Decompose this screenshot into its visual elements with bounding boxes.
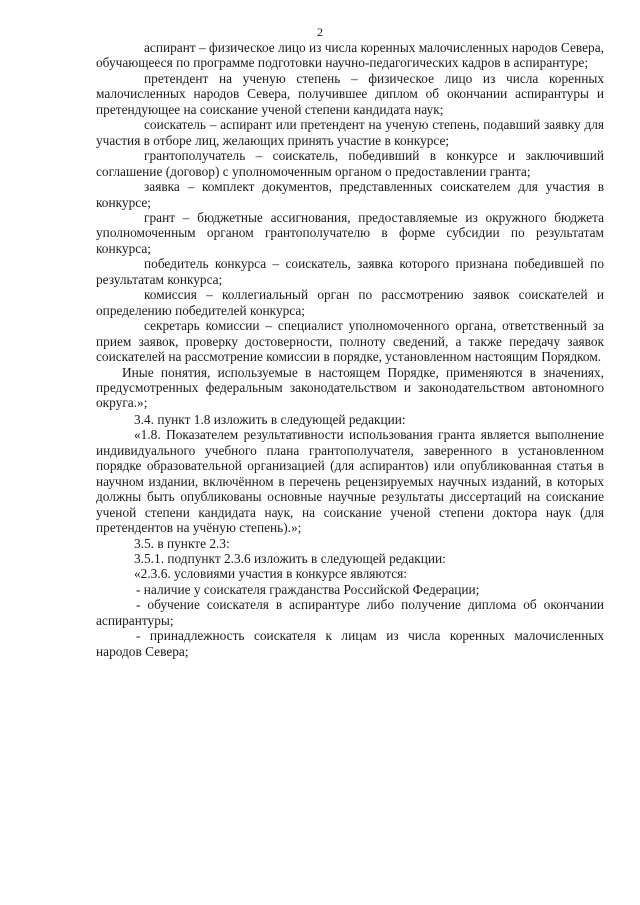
item-3-5: 3.5. в пункте 2.3:: [134, 535, 230, 551]
item-3-4: 3.4. пункт 1.8 изложить в следующей редакции:: [134, 411, 406, 427]
condition-indigenous-origin: - принадлежность соискателя к лицам из числа коренных малочисленных народов Севера;: [96, 628, 604, 659]
definition-aspirant: аспирант – физическое лицо из числа коренных малочисленных народов Севера, обучающееся по программе подготовки научно-педагогических кадров в аспирантуре;: [96, 40, 604, 71]
page-number: 2: [317, 25, 323, 39]
definition-applicant: соискатель – аспирант или претендент на ученую степень, подавший заявку для участия в отборе лиц, желающих принять участие в конкурсе;: [96, 117, 604, 148]
definition-commission-secretary: секретарь комиссии – специалист уполномоченного органа, ответственный за прием заявок, проверку достоверности, полноту сведений, а также передачу заявок соискателей на рассмотрение комиссии в порядке, установленном настоящим Порядком.: [96, 318, 604, 365]
document-body: [96, 40, 604, 659]
other-concepts-paragraph: Иные понятия, используемые в настоящем Порядке, применяются в значениях, предусмотренных федеральным законодательством и законодательством автономного округа.»;: [96, 364, 604, 411]
item-1-8-text: «1.8. Показателем результативности использования гранта является выполнение индивидуального учебного плана грантополучателя, заверенного в установленном порядке образовательной организацией (для аспирантов) или опубликованная статья в научном издании, включённом в перечень рецензируемых научных изданий, в которых должны быть опубликованы основные научные результаты диссертаций на соискание ученой степени кандидата наук, на соискание ученой степени доктора наук (для претендентов на учёную степень).»;: [96, 427, 604, 536]
definition-commission: комиссия – коллегиальный орган по рассмотрению заявок соискателей и определению победителей конкурса;: [96, 287, 604, 318]
item-2-3-6-intro: «2.3.6. условиями участия в конкурсе являются:: [134, 566, 407, 582]
definition-contest-winner: победитель конкурса – соискатель, заявка которого признана победившей по результатам конкурса;: [96, 256, 604, 287]
condition-education: - обучение соискателя в аспирантуре либо получение диплома об окончании аспирантуры;: [96, 597, 604, 628]
condition-citizenship: - наличие у соискателя гражданства Российской Федерации;: [136, 581, 480, 597]
definition-degree-applicant: претендент на ученую степень – физическое лицо из числа коренных малочисленных народов Севера, получившее диплом об окончании аспирантуры и претендующее на соискание ученой степени кандидата наук;: [96, 70, 604, 117]
definition-grant-recipient: грантополучатель – соискатель, победивший в конкурсе и заключивший соглашение (договор) с уполномоченным органом о предоставлении гранта;: [96, 148, 604, 179]
definition-application: заявка – комплект документов, представленных соискателем для участия в конкурсе;: [96, 179, 604, 210]
item-3-5-1: 3.5.1. подпункт 2.3.6 изложить в следующей редакции:: [134, 550, 446, 566]
definition-grant: грант – бюджетные ассигнования, предоставляемые из окружного бюджета уполномоченным органом грантополучателю в форме субсидии по результатам конкурса;: [96, 209, 604, 256]
